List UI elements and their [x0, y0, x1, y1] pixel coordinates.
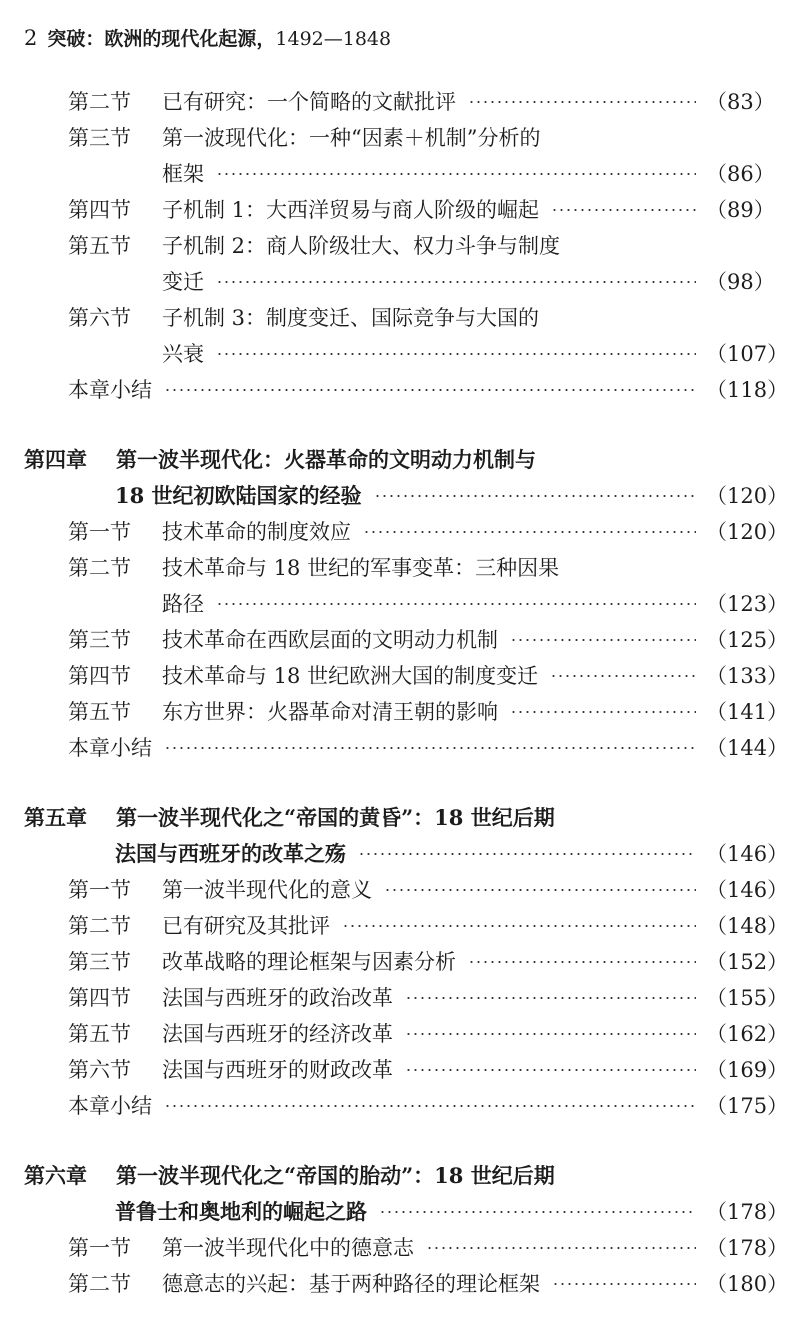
toc-summary-entry[interactable] [0, 372, 799, 408]
page-ref: （178） [706, 1200, 789, 1224]
section-label: 第二节 [68, 914, 131, 938]
dot-leader [379, 1211, 696, 1213]
section-label: 第五节 [68, 700, 131, 724]
page-ref: （120） [706, 484, 789, 508]
dot-leader [358, 853, 696, 855]
section-label: 第二节 [68, 556, 131, 580]
dot-leader [374, 495, 696, 497]
page-ref: （162） [706, 1022, 789, 1046]
section-label: 第四节 [68, 664, 131, 688]
dot-leader [510, 639, 696, 641]
toc-entry[interactable] [0, 658, 799, 694]
toc-entry[interactable] [0, 622, 799, 658]
section-label: 第三节 [68, 950, 131, 974]
chapter-title-cont: 18 世纪初欧陆国家的经验 [115, 483, 362, 508]
section-title: 第一波半现代化的意义 [162, 878, 372, 902]
toc-entry[interactable] [0, 300, 799, 336]
section-title: 子机制 3：制度变迁、国际竞争与大国的 [162, 306, 540, 330]
toc-entry[interactable] [0, 120, 799, 156]
page-ref: （107） [706, 342, 789, 366]
page-ref: （98） [706, 270, 775, 294]
chapter-entry[interactable] [0, 442, 799, 478]
chapter-title: 第一波半现代化之“帝国的胎动”：18 世纪后期 [116, 1163, 555, 1188]
dot-leader [216, 603, 696, 605]
section-title: 法国与西班牙的经济改革 [162, 1022, 393, 1046]
page-ref: （144） [706, 736, 789, 760]
page-number: 2 [24, 26, 38, 50]
page-ref: （155） [706, 986, 789, 1010]
section-label: 第六节 [68, 306, 131, 330]
dot-leader [552, 1283, 696, 1285]
dot-leader [164, 747, 696, 749]
section-label: 第二节 [68, 90, 131, 114]
dot-leader [510, 711, 696, 713]
section-label: 第一节 [68, 878, 131, 902]
page-ref: （180） [706, 1272, 789, 1296]
section-title: 法国与西班牙的财政改革 [162, 1058, 393, 1082]
section-label: 第三节 [68, 126, 131, 150]
page-ref: （175） [706, 1094, 789, 1118]
section-label: 第一节 [68, 520, 131, 544]
section-label: 第五节 [68, 234, 131, 258]
page-ref: （118） [706, 378, 789, 402]
chapter-label: 第五章 [24, 805, 87, 830]
chapter-title-cont: 普鲁士和奥地利的崛起之路 [115, 1199, 367, 1224]
section-label: 第一节 [68, 1236, 131, 1260]
page-ref: （133） [706, 664, 789, 688]
page-ref: （152） [706, 950, 789, 974]
section-title: 已有研究及其批评 [162, 914, 330, 938]
section-title: 技术革命在西欧层面的文明动力机制 [162, 628, 498, 652]
chapter-entry-continuation[interactable] [0, 836, 799, 872]
section-title: 技术革命与 18 世纪欧洲大国的制度变迁 [162, 664, 539, 688]
dot-leader [216, 173, 696, 175]
toc-entry[interactable] [0, 694, 799, 730]
page-ref: （125） [706, 628, 789, 652]
toc-entry[interactable] [0, 908, 799, 944]
section-label: 第四节 [68, 198, 131, 222]
toc-entry[interactable] [0, 84, 799, 120]
section-title-cont: 路径 [162, 592, 204, 616]
dot-leader [342, 925, 696, 927]
toc-entry[interactable] [0, 980, 799, 1016]
dot-leader [551, 209, 696, 211]
dot-leader [405, 1069, 696, 1071]
toc-entry[interactable] [0, 228, 799, 264]
chapter-entry[interactable] [0, 800, 799, 836]
section-label: 第五节 [68, 1022, 131, 1046]
toc-summary-entry[interactable] [0, 730, 799, 766]
dot-leader [405, 997, 696, 999]
section-title: 技术革命的制度效应 [162, 520, 351, 544]
dot-leader [384, 889, 696, 891]
book-title: 突破：欧洲的现代化起源， [47, 28, 276, 50]
section-title-cont: 兴衰 [162, 342, 204, 366]
summary-title: 本章小结 [68, 1094, 152, 1118]
section-label: 第三节 [68, 628, 131, 652]
page-ref: （178） [706, 1236, 789, 1260]
chapter-title: 第一波半现代化：火器革命的文明动力机制与 [116, 447, 536, 472]
chapter-entry[interactable] [0, 1158, 799, 1194]
page-ref: （148） [706, 914, 789, 938]
section-title: 技术革命与 18 世纪的军事变革：三种因果 [162, 556, 560, 580]
book-years: 1492—1848 [275, 28, 392, 50]
chapter-label: 第六章 [24, 1163, 87, 1188]
toc-entry[interactable] [0, 1266, 799, 1302]
page-ref: （146） [706, 878, 789, 902]
dot-leader [164, 1105, 696, 1107]
page-ref: （146） [706, 842, 789, 866]
section-title: 法国与西班牙的政治改革 [162, 986, 393, 1010]
chapter-entry-continuation[interactable] [0, 478, 799, 514]
toc-summary-entry[interactable] [0, 1088, 799, 1124]
dot-leader [216, 353, 696, 355]
toc-entry[interactable] [0, 192, 799, 228]
section-title: 第一波半现代化中的德意志 [162, 1236, 414, 1260]
chapter-title: 第一波半现代化之“帝国的黄昏”：18 世纪后期 [116, 805, 555, 830]
summary-title: 本章小结 [68, 736, 152, 760]
dot-leader [468, 101, 696, 103]
toc-entry-continuation[interactable] [0, 586, 799, 622]
dot-leader [550, 675, 696, 677]
page-ref: （141） [706, 700, 789, 724]
page-ref: （89） [706, 198, 775, 222]
toc-entry[interactable] [0, 1052, 799, 1088]
toc-entry[interactable] [0, 514, 799, 550]
section-title: 东方世界：火器革命对清王朝的影响 [162, 700, 498, 724]
toc-entry-continuation[interactable] [0, 264, 799, 300]
dot-leader [426, 1247, 696, 1249]
toc-entry[interactable] [0, 944, 799, 980]
dot-leader [164, 389, 696, 391]
section-title-cont: 变迁 [162, 270, 204, 294]
section-title: 改革战略的理论框架与因素分析 [162, 950, 456, 974]
dot-leader [216, 281, 696, 283]
toc-entry[interactable] [0, 1230, 799, 1266]
page-ref: （86） [706, 162, 775, 186]
page-header [24, 24, 391, 54]
section-title: 第一波现代化：一种“因素＋机制”分析的 [162, 126, 541, 150]
toc-entry-continuation[interactable] [0, 156, 799, 192]
dot-leader [468, 961, 696, 963]
section-label: 第四节 [68, 986, 131, 1010]
page-ref: （123） [706, 592, 789, 616]
toc-entry[interactable] [0, 872, 799, 908]
toc-entry[interactable] [0, 550, 799, 586]
section-title: 子机制 2：商人阶级壮大、权力斗争与制度 [162, 234, 561, 258]
section-label: 第六节 [68, 1058, 131, 1082]
page-ref: （83） [706, 90, 775, 114]
section-title-cont: 框架 [162, 162, 204, 186]
chapter-entry-continuation[interactable] [0, 1194, 799, 1230]
toc-entry[interactable] [0, 1016, 799, 1052]
summary-title: 本章小结 [68, 378, 152, 402]
chapter-label: 第四章 [24, 447, 87, 472]
section-title: 子机制 1：大西洋贸易与商人阶级的崛起 [162, 198, 540, 222]
dot-leader [405, 1033, 696, 1035]
section-title: 德意志的兴起：基于两种路径的理论框架 [162, 1272, 540, 1296]
toc-entry-continuation[interactable] [0, 336, 799, 372]
page-ref: （120） [706, 520, 789, 544]
page-ref: （169） [706, 1058, 789, 1082]
dot-leader [363, 531, 696, 533]
chapter-title-cont: 法国与西班牙的改革之殇 [115, 841, 346, 866]
table-of-contents [0, 84, 799, 1302]
section-label: 第二节 [68, 1272, 131, 1296]
section-title: 已有研究：一个简略的文献批评 [162, 90, 456, 114]
